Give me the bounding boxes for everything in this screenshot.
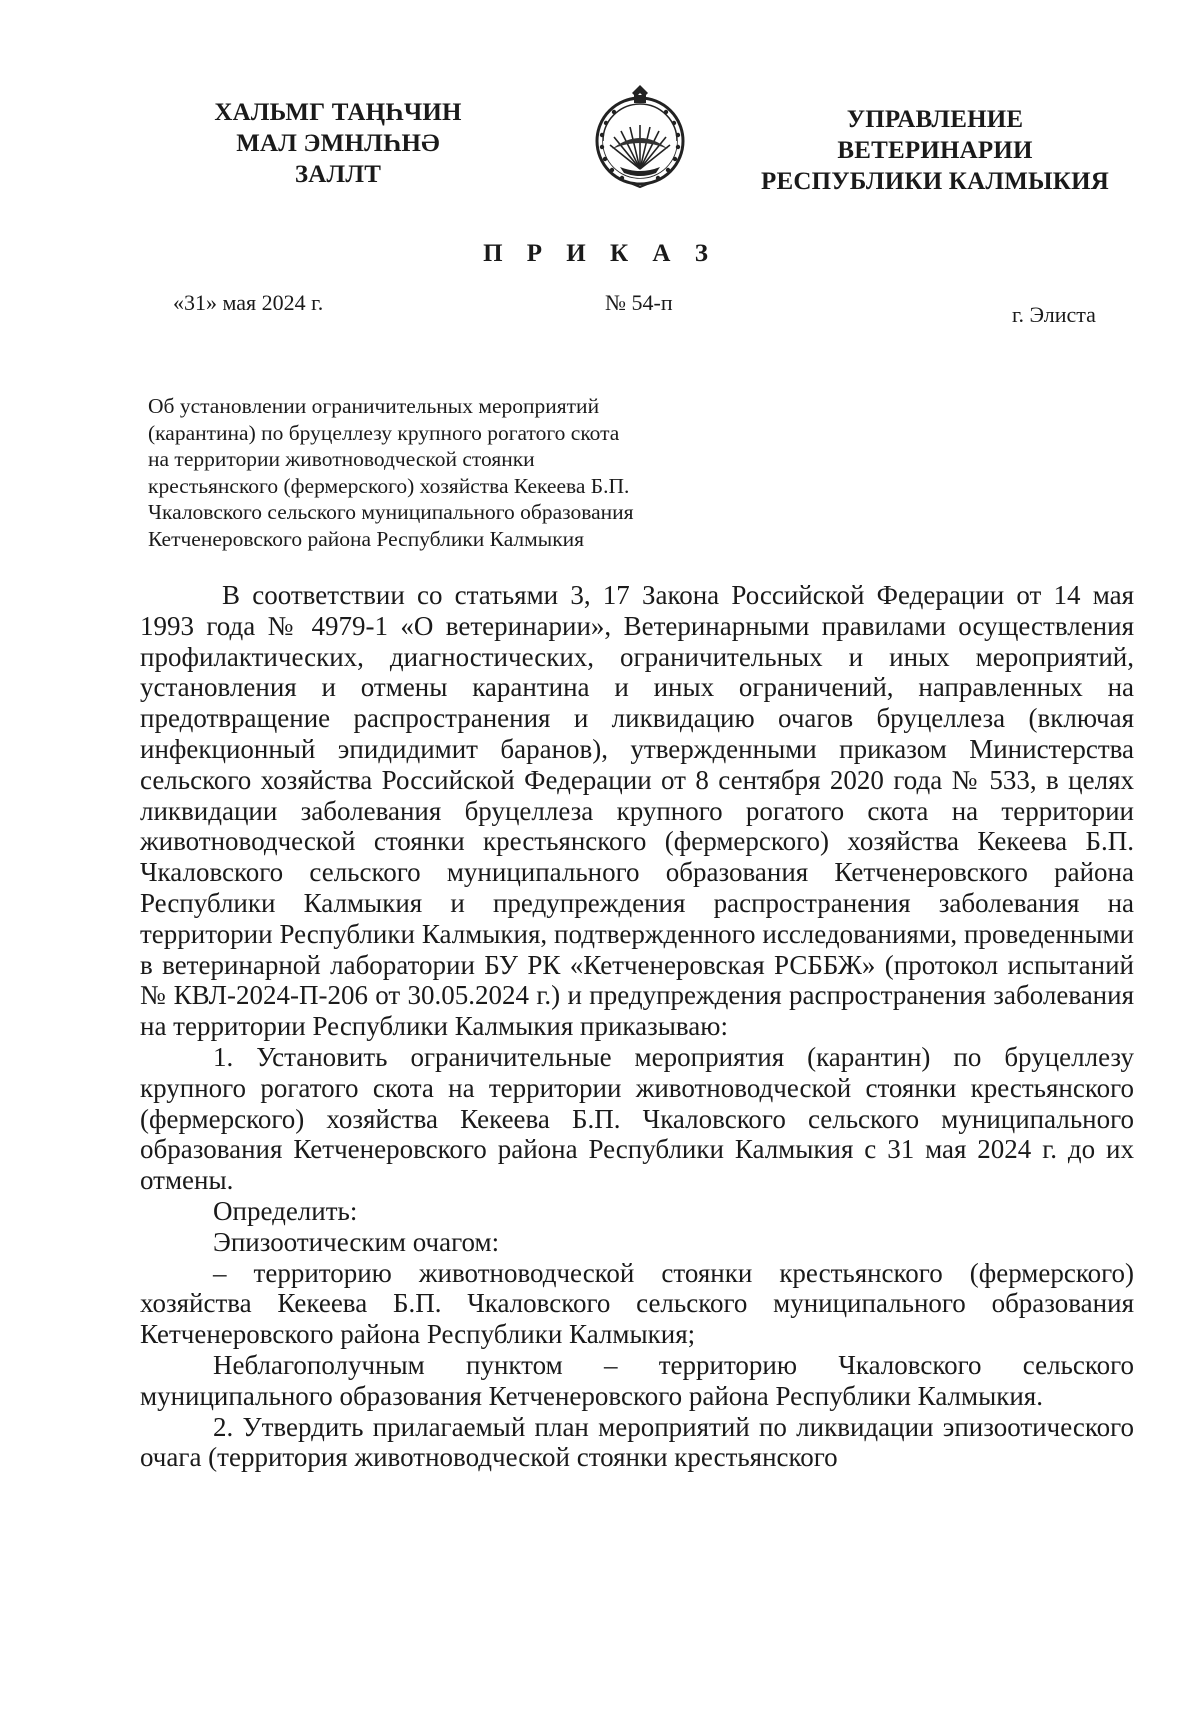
subject-line: (карантина) по бруцеллезу крупного рогатого скота (148, 420, 620, 445)
subject-line: Кетченеровского района Республики Калмыкия (148, 526, 585, 551)
calmykia-emblem-icon (592, 83, 688, 191)
subject-line: на территории животноводческой стоянки (148, 447, 535, 471)
header-right-line-2: ВЕТЕРИНАРИИ (837, 137, 1033, 164)
header-left-kalmyk (188, 97, 488, 190)
body-preamble: В соответствии со статьями 3, 17 Закона Российской Федерации от 14 мая 1993 года № 4979-1 «О ветеринарии», Ветеринарными правилами осуществления профилактических, диагностических, ограничительных и иных мероприятий, установления и отмены карантина и иных ограничений, направленных на предотвращение распространения и ликвидацию очагов бруцеллеза (включая инфекционный эпидидимит баранов), утвержденными приказом Министерства сельского хозяйства Российской Федерации от 8 сентября 2020 года № 533, в целях ликвидации заболевания бруцеллеза крупного рогатого скота на территории животноводческой стоянки крестьянского (фермерского) хозяйства Кекеева Б.П. Чкаловского сельского муниципального образования Кетченеровского района Республики Калмыкия и предупреждения распространения заболевания на территории Республики Калмыкия, подтвержденного исследованиями, проведенными в ветеринарной лаборатории БУ РК «Кетченеровская РСББЖ» (протокол испытаний № КВЛ-2024-П-206 от 30.05.2024 г.) и предупреждения распространения заболевания на территории Республики Калмыкия приказываю: (140, 580, 1134, 1042)
order-title: П Р И К А З (483, 240, 717, 267)
order-date: «31» мая 2024 г. (173, 290, 324, 315)
subject-line: Чкаловского сельского муниципального образования (148, 500, 634, 524)
header-right-russian (745, 104, 1125, 197)
order-number: № 54-п (605, 290, 673, 315)
body-point-item: Неблагополучным пунктом – территорию Чкаловского сельского муниципального образования Кетченеровского района Республики Калмыкия. (140, 1349, 1134, 1411)
header-right-line-3: РЕСПУБЛИКИ КАЛМЫКИЯ (761, 168, 1109, 195)
subject-line: крестьянского (фермерского) хозяйства Кекеева Б.П. (148, 473, 630, 498)
header-left-line-1: ХАЛЬМГ ТАҢҺЧИН (214, 99, 462, 126)
order-body (140, 580, 1134, 1473)
order-city: г. Элиста (1012, 302, 1096, 327)
body-focus-item: – территорию животноводческой стоянки крестьянского (фермерского) хозяйства Кекеева Б.П. Чкаловского сельского муниципального образования Кетченеровского района Республики Калмыкия; (140, 1257, 1134, 1350)
order-subject (148, 393, 748, 552)
body-define: Определить: (213, 1195, 358, 1226)
body-item-1: 1. Установить ограничительные мероприятия (карантин) по бруцеллезу крупного рогатого скота на территории животноводческой стоянки крестьянского (фермерского) хозяйства Кекеева Б.П. Чкаловского сельского муниципального образования Кетченеровского района Республики Калмыкия с 31 мая 2024 г. до их отмены. (140, 1041, 1134, 1196)
body-focus-label: Эпизоотическим очагом: (213, 1226, 500, 1257)
body-item-2: 2. Утвердить прилагаемый план мероприятий по ликвидации эпизоотического очага (территория животноводческой стоянки крестьянского (140, 1411, 1134, 1473)
subject-line: Об установлении ограничительных мероприятий (148, 394, 600, 418)
header-left-line-3: ЗАЛЛТ (294, 161, 382, 188)
header-left-line-2: МАЛ ЭМНЛҺНӘ (236, 130, 440, 157)
header-right-line-1: УПРАВЛЕНИЕ (846, 106, 1024, 133)
